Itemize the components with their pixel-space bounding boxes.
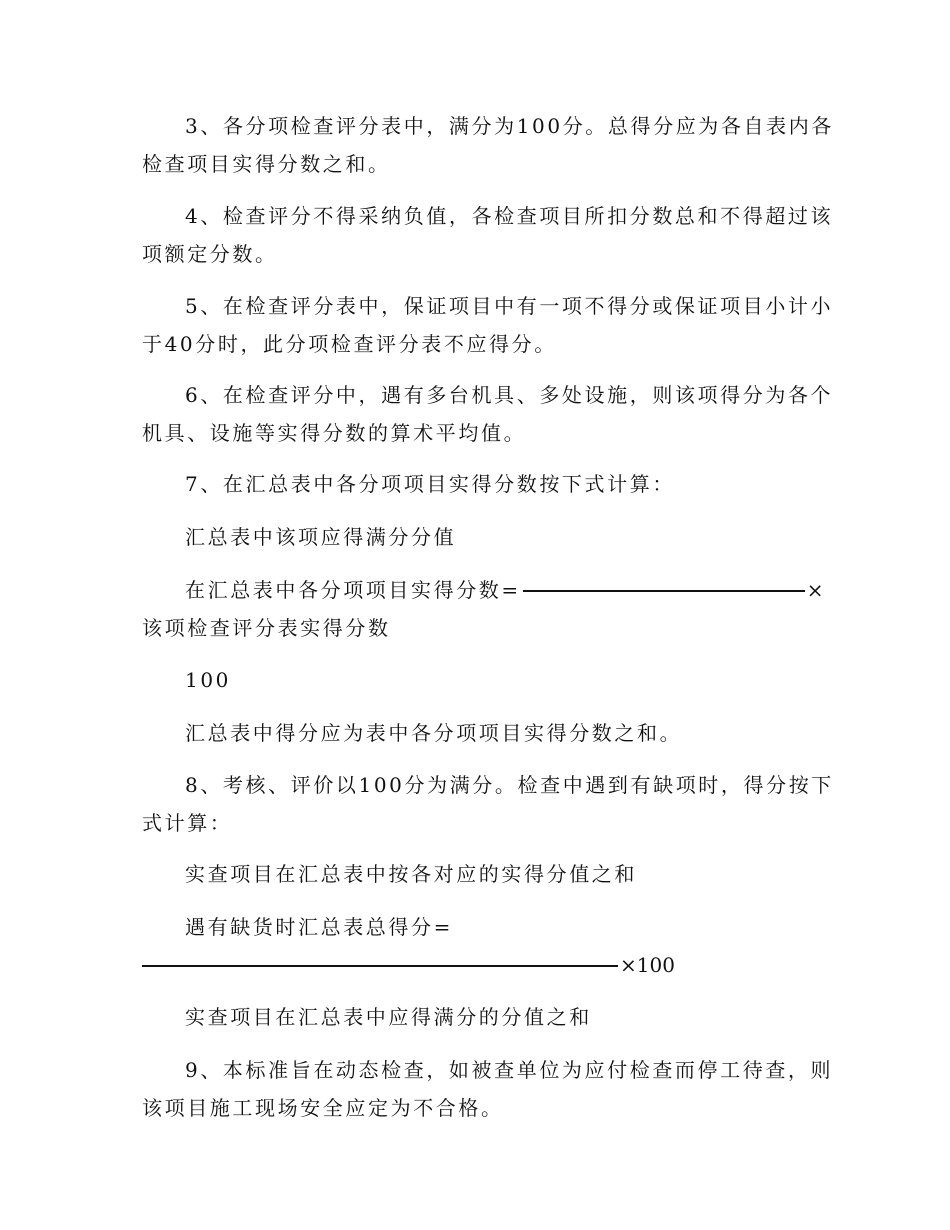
paragraph-4 <box>142 197 834 273</box>
paragraph-line: 6、在检查评分中，遇有多台机具、多处设施，则该项得分为各个 <box>185 383 834 407</box>
times-hundred: ×100 <box>620 953 675 977</box>
formula-2-numerator <box>142 855 810 893</box>
paragraph-line: 5、在检查评分表中，保证项目中有一项不得分或保证项目小计小 <box>185 294 834 318</box>
formula-2 <box>142 908 810 984</box>
paragraph-9 <box>142 1051 834 1127</box>
paragraph-8 <box>142 766 834 842</box>
paragraph-line: 汇总表中得分应为表中各分项项目实得分数之和。 <box>185 721 683 745</box>
formula-line <box>142 571 824 609</box>
paragraph-line: 项额定分数。 <box>142 242 278 266</box>
paragraph-5 <box>142 287 834 363</box>
paragraph-line: 机具、设施等实得分数的算术平均值。 <box>142 421 527 445</box>
paragraph-7-note <box>142 714 810 752</box>
formula-denominator-text: 100 <box>185 668 231 692</box>
formula-lhs: 在汇总表中各分项项目实得分数= <box>185 578 521 602</box>
fraction-bar <box>523 590 805 592</box>
paragraph-line: 7、在汇总表中各分项项目实得分数按下式计算： <box>185 472 675 496</box>
formula-numerator-text: 实查项目在汇总表中按各对应的实得分值之和 <box>185 862 637 886</box>
formula-2-denominator <box>142 998 810 1036</box>
document-page <box>142 0 834 1230</box>
formula-line <box>142 946 810 984</box>
paragraph-line: 于40分时，此分项检查评分表不应得分。 <box>142 332 557 356</box>
paragraph-line: 式计算： <box>142 811 233 835</box>
formula-1-denominator <box>142 661 810 699</box>
paragraph-6 <box>142 376 834 452</box>
paragraph-line: 4、检查评分不得采纳负值，各检查项目所扣分数总和不得超过该 <box>185 204 834 228</box>
formula-numerator-text: 汇总表中该项应得满分分值 <box>185 525 457 549</box>
paragraph-line: 检查项目实得分数之和。 <box>142 152 391 176</box>
formula-lhs: 遇有缺货时汇总表总得分= <box>185 915 453 939</box>
paragraph-line: 3、各分项检查评分表中，满分为100分。总得分应为各自表内各 <box>185 114 834 138</box>
paragraph-7 <box>142 465 810 503</box>
formula-denominator-text: 实查项目在汇总表中应得满分的分值之和 <box>185 1005 592 1029</box>
times-sign: × <box>806 578 824 602</box>
paragraph-3 <box>142 107 834 183</box>
paragraph-line: 该项目施工现场安全应定为不合格。 <box>142 1096 504 1120</box>
fraction-bar <box>142 965 618 967</box>
paragraph-line: 9、本标准旨在动态检查，如被查单位为应付检查而停工待查，则 <box>185 1058 834 1082</box>
formula-1-numerator <box>142 518 810 556</box>
formula-1 <box>142 571 824 647</box>
formula-factor: 该项检查评分表实得分数 <box>142 616 391 640</box>
paragraph-line: 8、考核、评价以100分为满分。检查中遇到有缺项时，得分按下 <box>185 773 834 797</box>
